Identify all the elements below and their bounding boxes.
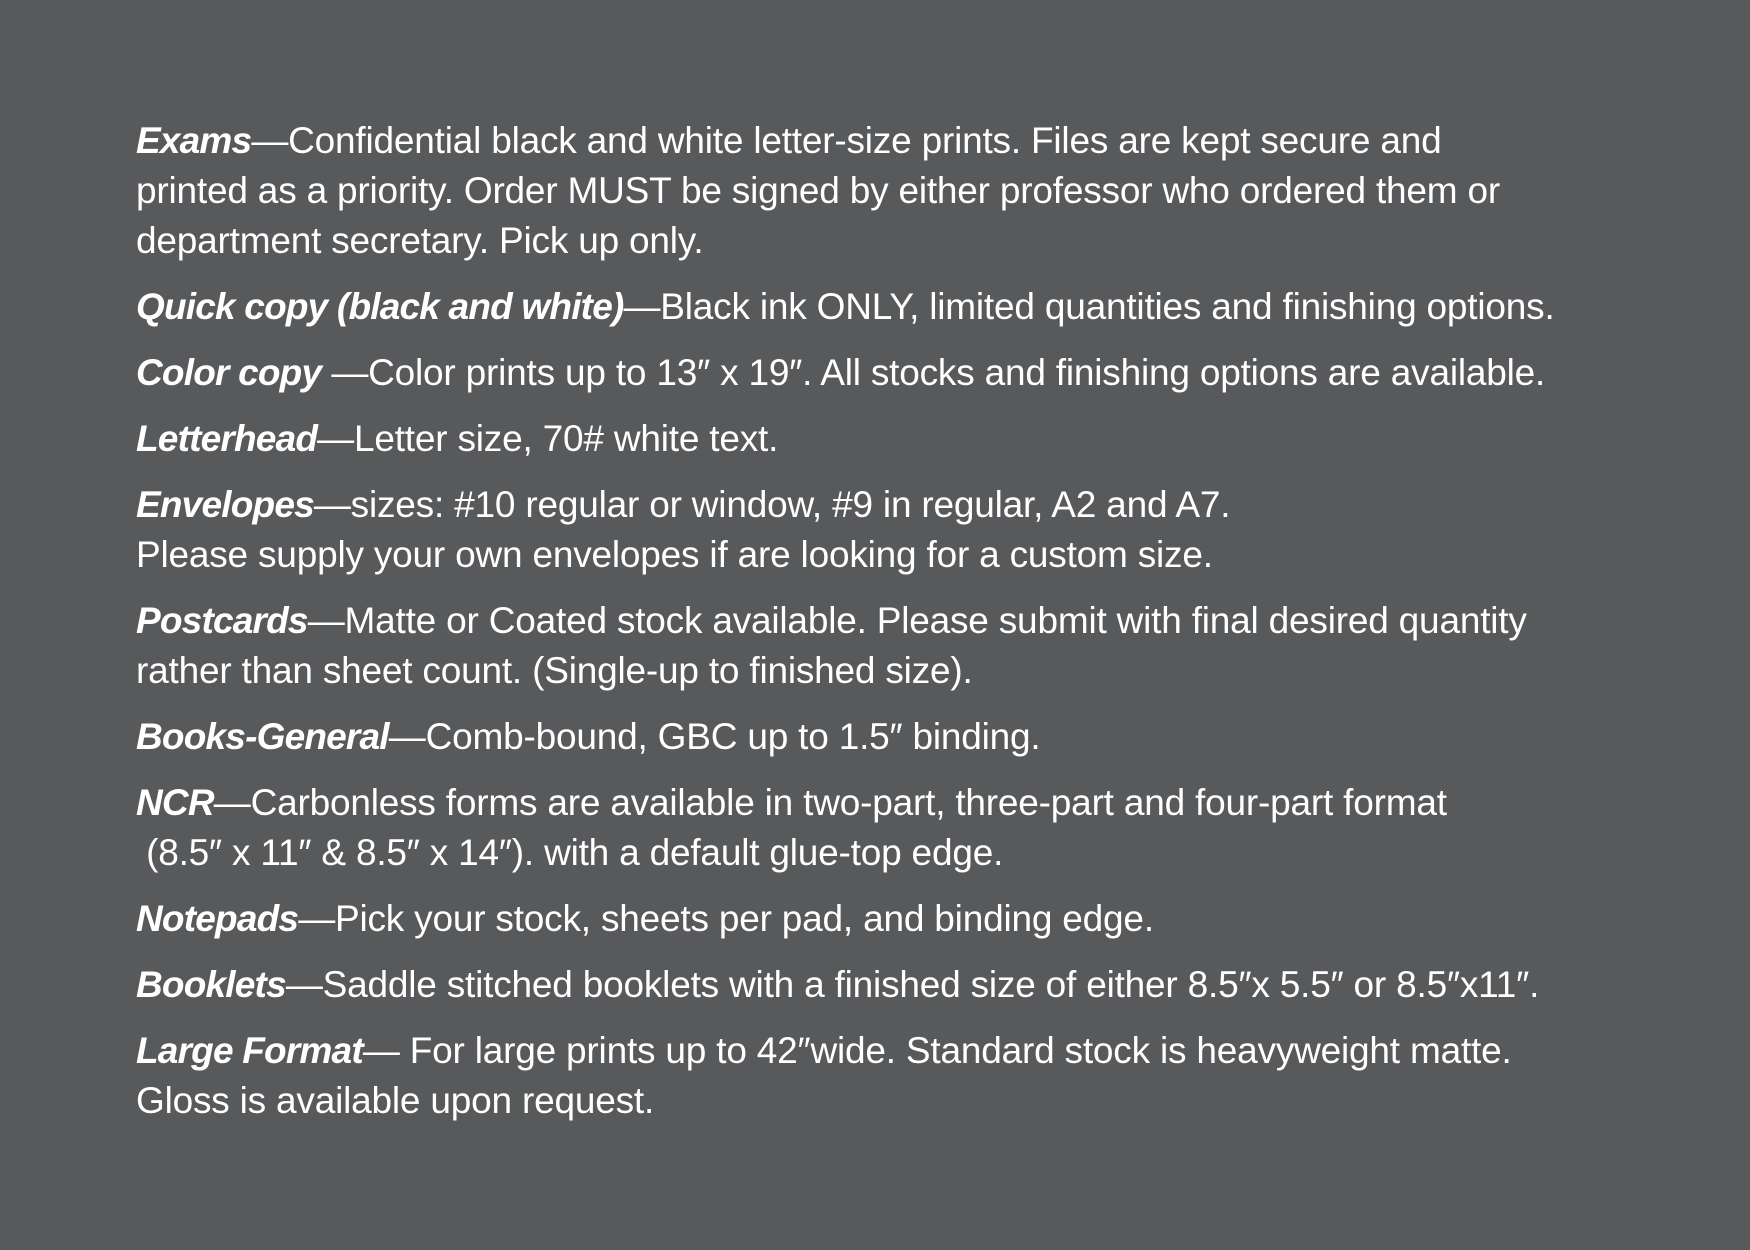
entry-quick-copy — [136, 282, 1670, 332]
entry-text: department secretary. Pick up only. — [136, 220, 704, 261]
entry-line — [136, 894, 1670, 944]
entry-text: —Pick your stock, sheets per pad, and binding edge. — [298, 898, 1154, 939]
entry-term: Letterhead — [136, 418, 318, 459]
entry-term: Color copy — [136, 352, 322, 393]
entry-line — [136, 596, 1670, 646]
entry-line — [136, 480, 1670, 530]
entry-term: Large Format — [136, 1030, 363, 1071]
entry-term: Books-General — [136, 716, 389, 757]
entry-text: —sizes: #10 regular or window, #9 in regular, A2 and A7. — [313, 484, 1231, 525]
entry-text: — For large prints up to 42″wide. Standard stock is heavyweight matte. — [362, 1030, 1512, 1071]
entry-text: —Color prints up to 13″ x 19″. All stocks and finishing options are available. — [321, 352, 1546, 393]
entry-term: NCR — [136, 782, 214, 823]
entry-exams — [136, 116, 1670, 266]
entry-text: —Saddle stitched booklets with a finished size of either 8.5″x 5.5″ or 8.5″x11″. — [285, 964, 1540, 1005]
entry-text: —Comb-bound, GBC up to 1.5″ binding. — [388, 716, 1041, 757]
entry-term: Envelopes — [136, 484, 314, 525]
entry-term: Booklets — [136, 964, 286, 1005]
entry-notepads — [136, 894, 1670, 944]
entry-term: Notepads — [136, 898, 299, 939]
entry-letterhead — [136, 414, 1670, 464]
entry-text: —Black ink ONLY, limited quantities and finishing options. — [623, 286, 1555, 327]
entry-text: —Carbonless forms are available in two-part, three-part and four-part format — [213, 782, 1447, 823]
entry-text: printed as a priority. Order MUST be signed by either professor who ordered them or — [136, 170, 1500, 211]
entry-envelopes — [136, 480, 1670, 580]
entry-term: Postcards — [136, 600, 308, 641]
entry-term: Quick copy (black and white) — [136, 286, 624, 327]
entry-large-format — [136, 1026, 1670, 1126]
entry-term: Exams — [136, 120, 252, 161]
entry-text: —Confidential black and white letter-size prints. Files are kept secure and — [251, 120, 1442, 161]
entry-line — [136, 348, 1670, 398]
entry-line — [136, 960, 1670, 1010]
entry-color-copy — [136, 348, 1670, 398]
entry-line — [136, 778, 1670, 828]
entry-text: Please supply your own envelopes if are looking for a custom size. — [136, 534, 1213, 575]
entry-text: rather than sheet count. (Single-up to finished size). — [136, 650, 973, 691]
entry-line — [136, 1026, 1670, 1076]
entry-postcards — [136, 596, 1670, 696]
entry-line — [136, 282, 1670, 332]
entry-text: Gloss is available upon request. — [136, 1080, 655, 1121]
entry-line — [136, 414, 1670, 464]
entry-ncr — [136, 778, 1670, 878]
entry-books-general — [136, 712, 1670, 762]
entry-line — [136, 116, 1670, 166]
entry-text: —Matte or Coated stock available. Please submit with final desired quantity — [307, 600, 1527, 641]
entry-line — [136, 712, 1670, 762]
entry-booklets — [136, 960, 1670, 1010]
entry-text: —Letter size, 70# white text. — [317, 418, 779, 459]
entry-text: (8.5″ x 11″ & 8.5″ x 14″). with a default glue-top edge. — [136, 832, 1004, 873]
